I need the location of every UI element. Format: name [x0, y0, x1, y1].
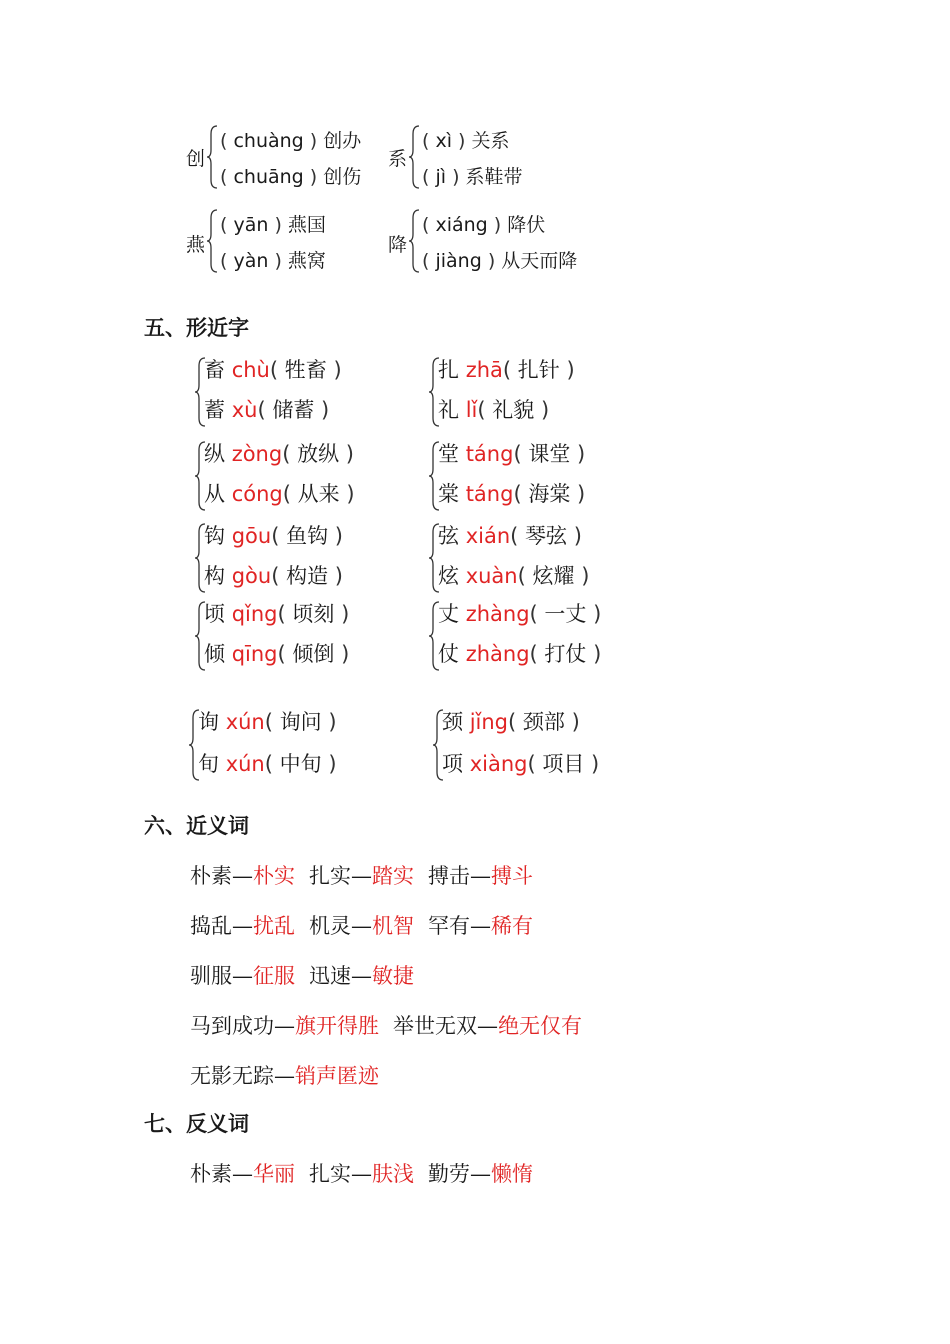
section-title-similar-chars: 五、形近字 [144, 316, 249, 340]
section-title-synonyms: 六、近义词 [144, 814, 249, 838]
similar-char-group [428, 438, 628, 512]
word-a: 搏击 [428, 864, 470, 888]
word-a: 扎实 [309, 864, 351, 888]
similar-char-line: 颈 jǐng( 颈部 ) [442, 710, 580, 734]
word-pair [393, 1014, 582, 1038]
char: 丈 [438, 602, 459, 626]
word-a: 朴素 [190, 1162, 232, 1186]
dash: — [232, 864, 253, 888]
dash: — [232, 914, 253, 938]
word-pair [190, 1014, 379, 1038]
char-pinyin: táng [465, 482, 514, 506]
word-a: 勤劳 [428, 1162, 470, 1186]
word-pair [190, 1162, 295, 1186]
char-pinyin: zhàng [465, 642, 530, 666]
dash: — [470, 1162, 491, 1186]
dash: — [477, 1014, 498, 1038]
reading-line: ( chuāng ) 创伤 [220, 166, 362, 188]
word-a: 无影无踪 [190, 1064, 274, 1088]
char: 从 [204, 482, 225, 506]
char: 畜 [204, 358, 225, 382]
word-pair [190, 964, 295, 988]
example-word: 鱼钩 [286, 524, 329, 548]
char-pinyin: xún [225, 752, 265, 776]
reading-word: 降伏 [507, 214, 546, 236]
word-b-answer: 旗开得胜 [295, 1014, 379, 1038]
dash: — [351, 964, 372, 988]
example-word: 中旬 [279, 752, 322, 776]
word-a: 扎实 [309, 1162, 351, 1186]
brace-icon [206, 208, 218, 274]
char-pinyin: táng [465, 442, 514, 466]
word-a: 驯服 [190, 964, 232, 988]
similar-char-line: 蓄 xù( 储蓄 ) [204, 398, 330, 422]
word-pair [428, 1162, 533, 1186]
reading-word: 创办 [323, 130, 362, 152]
similar-char-group [194, 520, 394, 594]
similar-char-group [194, 438, 394, 512]
similar-char-line: 礼 lǐ( 礼貌 ) [438, 398, 550, 422]
word-a: 迅速 [309, 964, 351, 988]
word-b-answer: 敏捷 [372, 964, 414, 988]
brace-icon [206, 124, 218, 190]
word-b-answer: 华丽 [253, 1162, 295, 1186]
word-b-answer: 机智 [372, 914, 414, 938]
polyphone-group-yan [186, 208, 386, 278]
reading-pinyin: yān [233, 214, 269, 236]
reading-word: 燕窝 [287, 250, 326, 272]
similar-char-line: 从 cóng( 从来 ) [204, 482, 355, 506]
similar-char-line: 炫 xuàn( 炫耀 ) [438, 564, 590, 588]
word-a: 朴素 [190, 864, 232, 888]
char: 弦 [438, 524, 459, 548]
similar-char-line: 畜 chù( 牲畜 ) [204, 358, 342, 382]
similar-char-line: 仗 zhàng( 打仗 ) [438, 642, 602, 666]
similar-char-group [432, 706, 632, 782]
char-pinyin: xuàn [465, 564, 518, 588]
reading-line: ( yàn ) 燕窝 [220, 250, 326, 272]
brace-icon [408, 208, 420, 274]
word-pair [190, 864, 295, 888]
char-pinyin: qīng [231, 642, 278, 666]
example-word: 琴弦 [525, 524, 568, 548]
char: 询 [198, 710, 219, 734]
reading-line: ( jì ) 系鞋带 [422, 166, 523, 188]
polyphone-head: 创 [186, 148, 206, 170]
char-pinyin: chù [231, 358, 270, 382]
word-a: 捣乱 [190, 914, 232, 938]
similar-char-group [194, 598, 394, 672]
reading-pinyin: xiáng [435, 214, 488, 236]
example-word: 课堂 [528, 442, 571, 466]
word-b-answer: 销声匿迹 [295, 1064, 379, 1088]
word-b-answer: 搏斗 [491, 864, 533, 888]
char: 礼 [438, 398, 459, 422]
char-pinyin: gōu [231, 524, 272, 548]
dash: — [274, 1064, 295, 1088]
example-word: 扎针 [517, 358, 560, 382]
char: 蓄 [204, 398, 225, 422]
char-pinyin: xún [225, 710, 265, 734]
similar-char-group [428, 598, 628, 672]
word-pair [190, 914, 295, 938]
dash: — [351, 1162, 372, 1186]
char: 钩 [204, 524, 225, 548]
char-pinyin: jǐng [469, 710, 508, 734]
reading-line: ( chuàng ) 创办 [220, 130, 362, 152]
char-pinyin: zòng [231, 442, 283, 466]
reading-pinyin: yàn [233, 250, 269, 272]
antonym-row [190, 1158, 547, 1188]
char-pinyin: cóng [231, 482, 283, 506]
example-word: 储蓄 [272, 398, 315, 422]
similar-char-line: 扎 zhā( 扎针 ) [438, 358, 575, 382]
char: 旬 [198, 752, 219, 776]
word-pair [309, 864, 414, 888]
reading-pinyin: jiàng [435, 250, 482, 272]
synonym-row [190, 1060, 393, 1090]
example-word: 炫耀 [532, 564, 575, 588]
dash: — [232, 1162, 253, 1186]
example-word: 放纵 [297, 442, 340, 466]
polyphone-group-xi [388, 124, 588, 194]
example-word: 颈部 [522, 710, 565, 734]
polyphone-group-chuang [186, 124, 386, 194]
reading-line: ( yān ) 燕国 [220, 214, 326, 236]
dash: — [470, 864, 491, 888]
reading-word: 系鞋带 [465, 166, 523, 188]
example-word: 礼貌 [492, 398, 535, 422]
polyphone-head: 降 [388, 234, 408, 256]
char: 纵 [204, 442, 225, 466]
char-pinyin: lǐ [465, 398, 478, 422]
word-a: 罕有 [428, 914, 470, 938]
reading-line: ( xì ) 关系 [422, 130, 510, 152]
polyphone-head: 燕 [186, 234, 206, 256]
char-pinyin: zhā [465, 358, 503, 382]
word-b-answer: 朴实 [253, 864, 295, 888]
char-pinyin: xù [231, 398, 258, 422]
dash: — [351, 864, 372, 888]
reading-pinyin: chuāng [233, 166, 304, 188]
word-a: 马到成功 [190, 1014, 274, 1038]
similar-char-line: 项 xiàng( 项目 ) [442, 752, 600, 776]
reading-pinyin: jì [435, 166, 447, 188]
similar-char-line: 棠 táng( 海棠 ) [438, 482, 586, 506]
reading-pinyin: chuàng [233, 130, 304, 152]
similar-char-line: 构 gòu( 构造 ) [204, 564, 343, 588]
reading-word: 创伤 [323, 166, 362, 188]
similar-char-group [428, 520, 628, 594]
similar-char-group [428, 354, 628, 428]
example-word: 构造 [286, 564, 329, 588]
example-word: 海棠 [528, 482, 571, 506]
reading-pinyin: xì [435, 130, 452, 152]
reading-line: ( jiàng ) 从天而降 [422, 250, 578, 272]
word-a: 举世无双 [393, 1014, 477, 1038]
brace-icon [408, 124, 420, 190]
similar-char-line: 询 xún( 询问 ) [198, 710, 337, 734]
reading-word: 从天而降 [501, 250, 578, 272]
word-pair [309, 1162, 414, 1186]
char: 棠 [438, 482, 459, 506]
char: 仗 [438, 642, 459, 666]
similar-char-line: 旬 xún( 中旬 ) [198, 752, 337, 776]
polyphone-head: 系 [388, 148, 408, 170]
char-pinyin: zhàng [465, 602, 530, 626]
char-pinyin: gòu [231, 564, 272, 588]
example-word: 询问 [279, 710, 322, 734]
char: 项 [442, 752, 463, 776]
similar-char-group [194, 354, 394, 428]
section-title-antonyms: 七、反义词 [144, 1112, 249, 1136]
example-word: 从来 [297, 482, 340, 506]
example-word: 牲畜 [284, 358, 327, 382]
word-b-answer: 征服 [253, 964, 295, 988]
word-pair [428, 864, 533, 888]
example-word: 一丈 [544, 602, 587, 626]
synonym-row [190, 1010, 596, 1040]
similar-char-line: 倾 qīng( 倾倒 ) [204, 642, 350, 666]
similar-char-line: 弦 xián( 琴弦 ) [438, 524, 582, 548]
dash: — [470, 914, 491, 938]
word-pair [309, 964, 414, 988]
char: 构 [204, 564, 225, 588]
char-pinyin: qǐng [231, 602, 278, 626]
char: 堂 [438, 442, 459, 466]
reading-word: 燕国 [287, 214, 326, 236]
word-b-answer: 肤浅 [372, 1162, 414, 1186]
reading-line: ( xiáng ) 降伏 [422, 214, 546, 236]
dash: — [274, 1014, 295, 1038]
example-word: 打仗 [544, 642, 587, 666]
word-b-answer: 扰乱 [253, 914, 295, 938]
word-b-answer: 稀有 [491, 914, 533, 938]
word-b-answer: 懒惰 [491, 1162, 533, 1186]
polyphone-group-jiang [388, 208, 618, 278]
char: 顷 [204, 602, 225, 626]
synonym-row [190, 910, 547, 940]
reading-word: 关系 [471, 130, 510, 152]
synonym-row [190, 960, 428, 990]
char: 倾 [204, 642, 225, 666]
word-pair [309, 914, 414, 938]
char-pinyin: xiàng [469, 752, 528, 776]
char: 颈 [442, 710, 463, 734]
example-word: 顷刻 [292, 602, 335, 626]
similar-char-group [188, 706, 388, 782]
dash: — [351, 914, 372, 938]
example-word: 项目 [542, 752, 585, 776]
char: 炫 [438, 564, 459, 588]
word-b-answer: 踏实 [372, 864, 414, 888]
word-pair [190, 1064, 379, 1088]
word-pair [428, 914, 533, 938]
similar-char-line: 纵 zòng( 放纵 ) [204, 442, 354, 466]
word-b-answer: 绝无仅有 [498, 1014, 582, 1038]
synonym-row [190, 860, 547, 890]
char-pinyin: xián [465, 524, 511, 548]
similar-char-line: 堂 táng( 课堂 ) [438, 442, 586, 466]
word-a: 机灵 [309, 914, 351, 938]
char: 扎 [438, 358, 459, 382]
similar-char-line: 钩 gōu( 鱼钩 ) [204, 524, 343, 548]
dash: — [232, 964, 253, 988]
similar-char-line: 丈 zhàng( 一丈 ) [438, 602, 602, 626]
similar-char-line: 顷 qǐng( 顷刻 ) [204, 602, 350, 626]
example-word: 倾倒 [292, 642, 335, 666]
